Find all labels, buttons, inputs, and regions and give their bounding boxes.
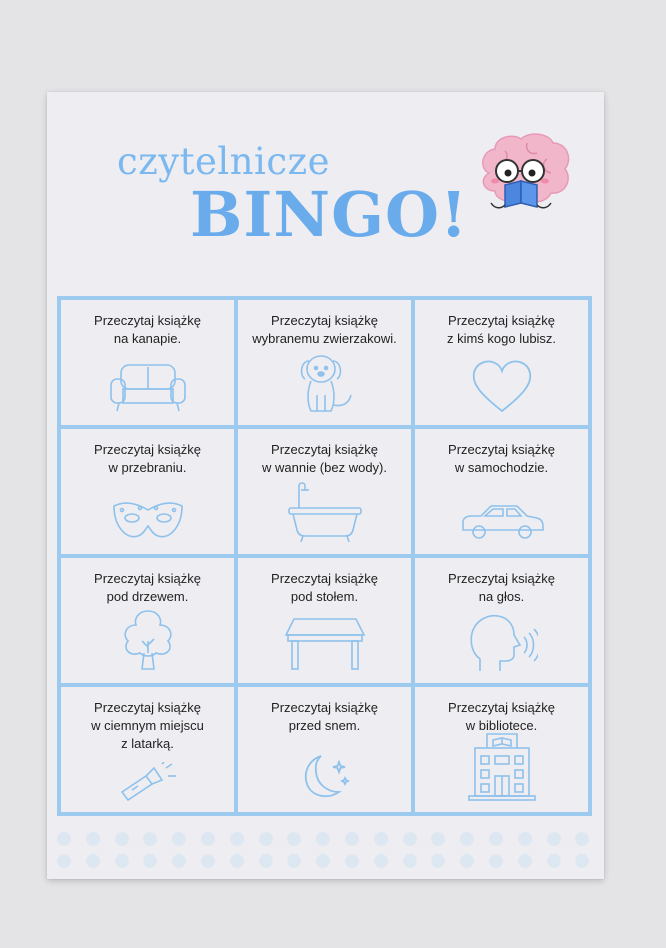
decorative-dot	[374, 854, 388, 868]
bingo-cell[interactable]	[61, 429, 234, 554]
bingo-cell-text: Przeczytaj książkę w ciemnym miejscu z latarką.	[91, 700, 204, 751]
speaking-head-icon	[466, 611, 538, 673]
title-big: BINGO!	[190, 178, 469, 251]
bingo-cell-text: Przeczytaj książkę na kanapie.	[94, 313, 201, 346]
decorative-dot	[143, 854, 157, 868]
bingo-cell[interactable]	[415, 300, 588, 425]
tree-icon	[116, 607, 180, 673]
decorative-dot	[547, 832, 561, 846]
decorative-dot	[259, 854, 273, 868]
decorative-dot	[172, 832, 186, 846]
bingo-cell[interactable]	[61, 687, 234, 812]
bingo-cell[interactable]	[238, 558, 411, 683]
bingo-cell-text: Przeczytaj książkę przed snem.	[271, 700, 378, 733]
decorative-dot	[86, 832, 100, 846]
decorative-dot	[115, 854, 129, 868]
bingo-cell-text: Przeczytaj książkę w samochodzie.	[448, 442, 555, 475]
decorative-dot	[547, 854, 561, 868]
bingo-cell-text: Przeczytaj książkę na głos.	[448, 571, 555, 604]
moon-icon	[297, 750, 353, 802]
decorative-dot	[460, 832, 474, 846]
decorative-dot	[575, 832, 589, 846]
mask-icon	[110, 496, 186, 544]
decorative-dot	[143, 832, 157, 846]
decorative-dots	[57, 832, 594, 872]
bingo-cell[interactable]	[238, 300, 411, 425]
decorative-dot	[518, 854, 532, 868]
decorative-dot	[115, 832, 129, 846]
bingo-cell[interactable]	[415, 687, 588, 812]
sofa-icon	[107, 361, 189, 415]
bingo-cell-text: Przeczytaj książkę pod drzewem.	[94, 571, 201, 604]
decorative-dot	[518, 832, 532, 846]
decorative-dot	[57, 832, 71, 846]
decorative-dot	[460, 854, 474, 868]
brain-mascot-icon	[471, 129, 575, 217]
library-icon	[465, 728, 539, 802]
table-icon	[282, 615, 368, 673]
decorative-dot	[575, 854, 589, 868]
decorative-dot	[431, 832, 445, 846]
decorative-dot	[489, 832, 503, 846]
bingo-cell-text: Przeczytaj książkę pod stołem.	[271, 571, 378, 604]
bingo-cell[interactable]	[61, 558, 234, 683]
heart-icon	[469, 357, 535, 415]
decorative-dot	[345, 854, 359, 868]
decorative-dot	[230, 854, 244, 868]
decorative-dot	[230, 832, 244, 846]
car-icon	[457, 500, 547, 544]
decorative-dot	[259, 832, 273, 846]
bingo-cell-text: Przeczytaj książkę w bibliotece.	[448, 700, 555, 733]
decorative-dot	[489, 854, 503, 868]
bingo-cell-text: Przeczytaj książkę w przebraniu.	[94, 442, 201, 475]
bingo-grid	[57, 296, 592, 816]
decorative-dot	[172, 854, 186, 868]
title-small: czytelnicze	[117, 140, 330, 183]
decorative-dot	[287, 854, 301, 868]
bingo-cell[interactable]	[61, 300, 234, 425]
bingo-cell-text: Przeczytaj książkę wybranemu zwierzakowi.	[252, 313, 397, 346]
flashlight-icon	[116, 762, 180, 802]
decorative-dot	[316, 854, 330, 868]
decorative-dot	[431, 854, 445, 868]
bingo-cell[interactable]	[415, 558, 588, 683]
bingo-cell[interactable]	[415, 429, 588, 554]
dog-icon	[287, 351, 363, 415]
bingo-cell[interactable]	[238, 429, 411, 554]
decorative-dot	[86, 854, 100, 868]
bingo-sheet	[47, 92, 604, 879]
decorative-dot	[374, 832, 388, 846]
bingo-cell-text: Przeczytaj książkę w wannie (bez wody).	[262, 442, 387, 475]
decorative-dot	[345, 832, 359, 846]
decorative-dot	[287, 832, 301, 846]
decorative-dot	[316, 832, 330, 846]
decorative-dot	[403, 832, 417, 846]
bingo-cell[interactable]	[238, 687, 411, 812]
decorative-dot	[403, 854, 417, 868]
decorative-dot	[57, 854, 71, 868]
decorative-dot	[201, 854, 215, 868]
bathtub-icon	[285, 480, 365, 544]
bingo-cell-text: Przeczytaj książkę z kimś kogo lubisz.	[446, 313, 557, 346]
decorative-dot	[201, 832, 215, 846]
